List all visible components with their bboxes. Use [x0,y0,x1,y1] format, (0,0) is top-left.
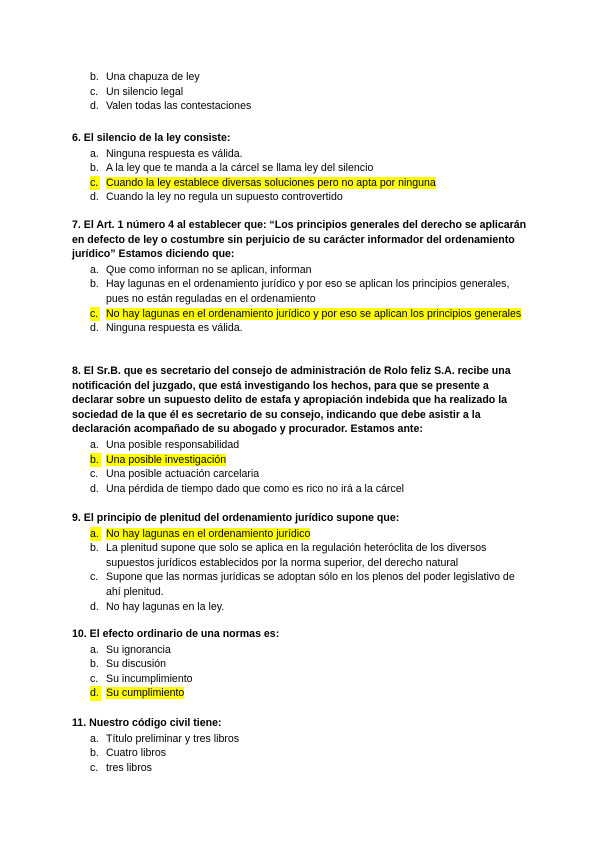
option-c-highlighted [72,176,527,191]
option-text: Una pérdida de tiempo dado que como es rico no irá a la cárcel [106,482,404,495]
question-text: 6. El silencio de la ley consiste: [72,132,231,144]
option-letter: b. [90,542,99,555]
option-b [72,70,527,85]
option-text: Cuando la ley no regula un supuesto controvertido [106,191,343,204]
option-letter: d. [90,687,99,700]
option-text: tres libros [106,761,152,774]
option-text: Su incumplimiento [106,672,193,685]
option-text: Cuando la ley establece diversas soluciones pero no apta por ninguna [106,176,436,189]
option-b [72,161,527,176]
option-letter: b. [90,747,99,760]
option-text: Valen todas las contestaciones [106,100,252,113]
option-b [72,657,527,672]
option-letter: b. [90,71,99,83]
option-c-highlighted [72,307,527,322]
option-letter: c. [90,85,99,98]
option-d [72,600,527,615]
option-c [72,467,527,482]
option-a [72,438,527,453]
question-text: 7. El Art. 1 número 4 al establecer que: “Los principios generales del derecho se aplicarán en defecto de ley o costumbre sin perjuicio de su carácter informador del ordenamiento jurídico” Estamos diciendo que: [72,219,527,261]
option-d [72,190,527,205]
option-text: Su cumplimiento [106,687,185,700]
option-letter: a. [90,527,99,540]
option-text: Que como informan no se aplican, informan [106,263,312,276]
option-list [72,70,527,114]
option-letter: b. [90,278,99,291]
option-a [72,643,527,658]
option-letter: c. [90,307,99,320]
option-letter: d. [90,600,99,613]
option-text: No hay lagunas en el ordenamiento jurídico y por eso se aplican los principios generales [106,307,522,320]
option-text: Supone que las normas jurídicas se adoptan sólo en los plenos del poder legislativo de ahí plenitud. [106,571,515,598]
question-8 [72,364,527,496]
option-letter: d. [90,482,99,495]
question-text: 11. Nuestro código civil tiene: [72,717,222,729]
option-list [72,527,527,615]
question-9 [72,511,527,614]
option-list [72,438,527,496]
option-letter: a. [90,147,99,160]
option-a [72,147,527,162]
question-6 [72,131,527,205]
option-text: A la ley que te manda a la cárcel se llama ley del silencio [106,162,374,175]
option-letter: a. [90,732,99,745]
option-text: Ninguna respuesta es válida. [106,147,243,160]
option-text: Su ignorancia [106,643,171,656]
option-c [72,761,527,776]
question-text: 9. El principio de plenitud del ordenamiento jurídico supone que: [72,512,400,524]
option-text: Cuatro libros [106,747,167,760]
option-text: Su discusión [106,658,167,671]
option-text: No hay lagunas en la ley. [106,600,225,613]
option-text: Un silencio legal [106,85,184,98]
option-b [72,746,527,761]
option-d [72,99,527,114]
question-text: 10. El efecto ordinario de una normas es: [72,628,280,640]
option-letter: b. [90,658,99,671]
option-c [72,672,527,687]
option-a [72,732,527,747]
option-text: La plenitud supone que solo se aplica en la regulación heteróclita de los diversos supuestos jurídicos establecidos por la norma superior, del derecho natural [106,542,487,569]
option-b [72,277,527,306]
option-list [72,263,527,336]
option-list [72,732,527,776]
option-list [72,147,527,205]
option-list [72,643,527,701]
option-letter: c. [90,468,99,481]
option-letter: c. [90,176,99,189]
option-a [72,263,527,278]
option-text: Ninguna respuesta es válida. [106,322,243,335]
option-d [72,482,527,497]
option-text: Una chapuza de ley [106,71,200,83]
option-letter: a. [90,643,99,656]
question-text: 8. El Sr.B. que es secretario del consejo de administración de Rolo feliz S.A. recibe una notificación del juzgado, que está investigando los hechos, para que se presente a declarar sobre un supuesto delito de estafa y apropiación indebida que ha realizado la sociedad de la que él es secretario de su consejo, indicando que debe asistir a la declaración acompañado de su abogado y procurador. Estamos ante: [72,365,511,436]
option-a-highlighted [72,527,527,542]
option-text: Una posible investigación [106,453,227,466]
option-letter: c. [90,571,99,584]
option-text: No hay lagunas en el ordenamiento jurídico [106,527,311,540]
question-11 [72,716,527,775]
option-c [72,85,527,100]
option-b-highlighted [72,453,527,468]
option-d [72,321,527,336]
question-7 [72,218,527,336]
option-d-highlighted [72,686,527,701]
option-letter: d. [90,100,99,113]
option-text: Hay lagunas en el ordenamiento jurídico y por eso se aplican los principios generales, pues no están reguladas en el ordenamiento [106,278,510,305]
option-text: Título preliminar y tres libros [106,732,240,745]
option-letter: a. [90,263,99,276]
option-letter: b. [90,453,99,466]
option-letter: d. [90,191,99,204]
option-letter: b. [90,162,99,175]
option-text: Una posible actuación carcelaria [106,468,260,481]
option-b [72,541,527,570]
option-c [72,570,527,599]
question-5-continuation [72,70,527,114]
option-letter: c. [90,672,99,685]
option-letter: c. [90,761,99,774]
option-text: Una posible responsabilidad [106,438,240,451]
question-10 [72,627,527,701]
option-letter: a. [90,438,99,451]
option-letter: d. [90,322,99,335]
